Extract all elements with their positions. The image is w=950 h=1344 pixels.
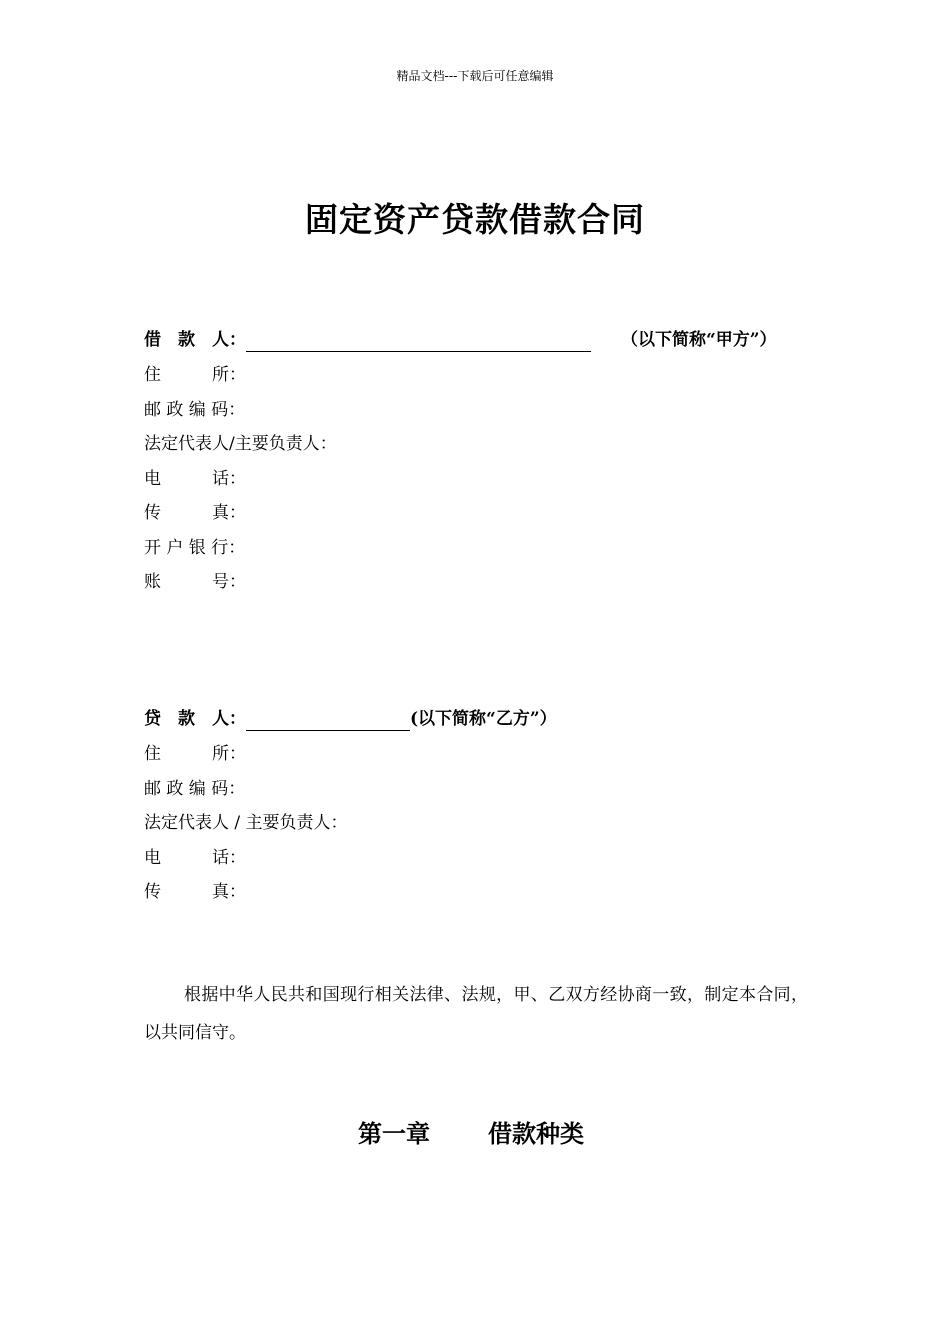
borrower-blank: [246, 333, 591, 352]
lender-fax-field: 传 真：: [144, 882, 246, 902]
borrower-label: 借 款 人：: [144, 330, 246, 350]
borrower-representative-field: 法定代表人/主要负责人：: [144, 434, 337, 454]
borrower-fax-field: 传 真：: [144, 503, 246, 523]
lender-note: (以下简称“乙方”）: [410, 709, 557, 729]
lender-address-field: 住 所：: [144, 744, 246, 764]
preamble-paragraph: 根据中华人民共和国现行相关法律、法规，甲、乙双方经协商一致，制定本合同，以共同信守。: [144, 985, 808, 1043]
lender-blank: [246, 712, 410, 731]
lender-representative-field: 法定代表人 / 主要负责人：: [144, 813, 348, 833]
lender-postcode-field: 邮 政 编 码：: [144, 779, 246, 799]
borrower-note: （以下简称“甲方”）: [621, 330, 777, 350]
chapter-name: 借款种类: [488, 1119, 584, 1148]
page-header: 精品文档---下载后可任意编辑: [396, 69, 554, 83]
lender-line: [144, 707, 557, 731]
document-title: 固定资产贷款借款合同: [305, 200, 645, 239]
chapter-number: 第一章: [358, 1119, 430, 1148]
borrower-postcode-field: 邮 政 编 码：: [144, 400, 246, 420]
borrower-bank-field: 开 户 银 行：: [144, 538, 246, 558]
borrower-phone-field: 电 话：: [144, 469, 246, 489]
chapter-heading: [358, 1114, 584, 1149]
borrower-line: [144, 328, 777, 352]
borrower-address-field: 住 所：: [144, 365, 246, 385]
borrower-account-field: 账 号：: [144, 572, 246, 592]
lender-phone-field: 电 话：: [144, 848, 246, 868]
lender-label: 贷 款 人：: [144, 709, 246, 729]
